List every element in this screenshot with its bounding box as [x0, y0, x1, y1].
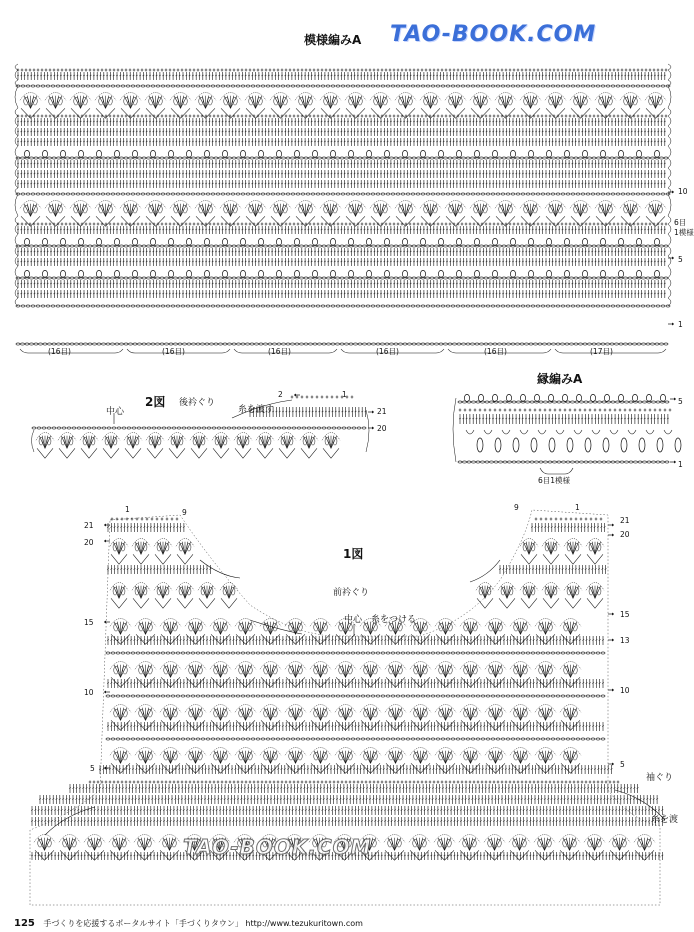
fig1-center: 中心: [344, 615, 363, 625]
pattern-a-count: (16目): [484, 347, 507, 356]
pattern-a-row-5: 5: [678, 255, 683, 264]
fig1-mark-right-9: 9: [514, 503, 519, 512]
fig1-left-row-label: 21: [84, 521, 94, 530]
watermark-top: TAO-BOOK.COM: [390, 22, 597, 47]
fig2-mark-1: 1: [342, 390, 347, 399]
fig1-right-row-label: 5: [620, 760, 625, 769]
fig1-attach-yarn: 糸をつける: [371, 615, 417, 625]
edging-a-row-5: 5: [678, 397, 683, 406]
pattern-a-title: 模様編みA: [304, 33, 362, 47]
pattern-a-count: (16目): [162, 347, 185, 356]
fig2-yarn-label: 糸を渡す: [238, 405, 275, 415]
fig1-mark-left-9: 9: [182, 508, 187, 517]
fig1-left-row-label: 5: [90, 764, 95, 773]
footer-text: 手づくりを応援するポータルサイト「手づくりタウン」 http://www.tezukuritown.com: [43, 919, 363, 928]
fig2-title: 2図: [145, 395, 166, 409]
fig1-mark-right-1: 1: [575, 503, 580, 512]
fig2-mark-2: 2: [278, 390, 283, 399]
fig1-right-row-label: 13: [620, 636, 630, 645]
pattern-a-count: (17目): [590, 347, 613, 356]
fig2-row-21: 21: [377, 407, 387, 416]
fig1-front-neck: 前衿ぐり: [333, 588, 370, 598]
page-footer: [14, 918, 363, 929]
pattern-a-repeat-label: 6目 1模様: [674, 218, 694, 237]
pattern-a-count: (16目): [48, 347, 71, 356]
fig1-mark-left-1: 1: [125, 505, 130, 514]
fig1-armhole: 袖ぐり: [646, 773, 674, 783]
pattern-a-row-10: 10: [678, 187, 688, 196]
pattern-a-count: (16目): [376, 347, 399, 356]
pattern-a-row-1: 1: [678, 320, 683, 329]
fig2-row-20: 20: [377, 424, 387, 433]
watermark-bottom: TAO-BOOK.COM: [183, 835, 372, 859]
fig1-yarn-carry: 糸を渡: [651, 815, 679, 825]
fig2-center: 中心: [106, 407, 125, 417]
page-number: 125: [14, 918, 35, 929]
fig1-title: 1図: [343, 547, 364, 561]
fig2-subtitle: 後衿ぐり: [179, 398, 216, 408]
pattern-a-count: (16目): [268, 347, 291, 356]
edging-a-row-1: 1: [678, 460, 683, 469]
fig1-right-row-label: 10: [620, 686, 630, 695]
pattern-a-chart: [15, 64, 674, 353]
fig1-left-row-label: 10: [84, 688, 94, 697]
fig1-left-row-label: 15: [84, 618, 94, 627]
fig1-right-row-label: 21: [620, 516, 630, 525]
fig1-left-row-label: 20: [84, 538, 94, 547]
edging-a-title: 縁編みA: [537, 372, 583, 386]
edging-a-repeat-label: 6目1模様: [538, 476, 571, 485]
fig1-right-row-label: 20: [620, 530, 630, 539]
edging-a-chart: [453, 394, 681, 474]
fig1-right-row-label: 15: [620, 610, 630, 619]
